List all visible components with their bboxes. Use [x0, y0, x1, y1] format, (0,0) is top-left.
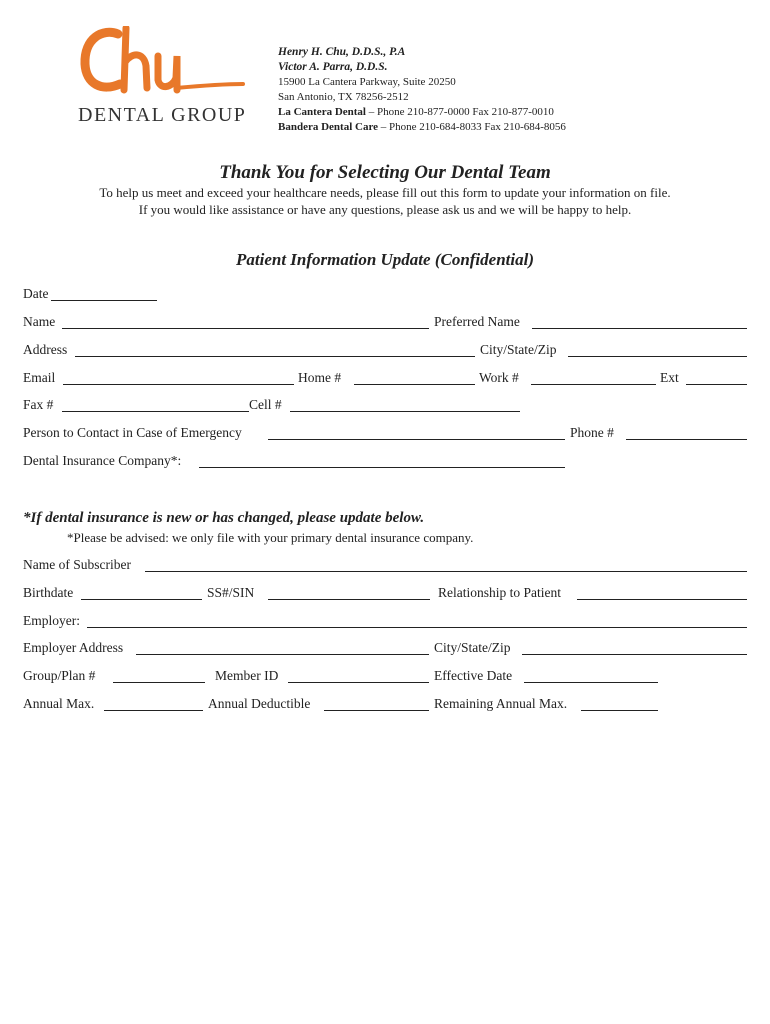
- ssn-label: SS#/SIN: [207, 585, 255, 600]
- date-field[interactable]: [51, 300, 157, 301]
- office-phones: – Phone 210-877-0000 Fax 210-877-0010: [366, 106, 554, 118]
- home-phone-label: Home #: [298, 370, 342, 385]
- relationship-label: Relationship to Patient: [438, 585, 561, 600]
- preferred-name-field[interactable]: [532, 328, 747, 329]
- group-plan-label: Group/Plan #: [23, 668, 96, 683]
- emergency-contact-label: Person to Contact in Case of Emergency: [23, 425, 242, 440]
- preferred-name-label: Preferred Name: [434, 314, 520, 329]
- effective-date-field[interactable]: [524, 682, 658, 683]
- doctor-name: Henry H. Chu, D.D.S., P.A: [278, 46, 406, 58]
- member-id-field[interactable]: [288, 682, 429, 683]
- address-field[interactable]: [75, 356, 475, 357]
- chu-signature-logo-icon: [78, 26, 253, 106]
- intro-line: If you would like assistance or have any questions, please ask us and we will be happy to help.: [138, 202, 632, 217]
- remaining-max-label: Remaining Annual Max.: [434, 696, 568, 711]
- practice-info: [278, 45, 566, 135]
- effective-date-label: Effective Date: [434, 668, 513, 683]
- date-label: Date: [23, 286, 49, 301]
- intro-text: [0, 184, 770, 218]
- employer-field[interactable]: [87, 627, 747, 628]
- address-line: 15900 La Cantera Parkway, Suite 20250: [278, 76, 456, 88]
- group-plan-field[interactable]: [113, 682, 205, 683]
- employer-address-field[interactable]: [136, 654, 429, 655]
- address-label: Address: [23, 342, 68, 357]
- cell-phone-label: Cell #: [249, 397, 282, 412]
- name-field[interactable]: [62, 328, 429, 329]
- ext-field[interactable]: [686, 384, 747, 385]
- office-name: Bandera Dental Care: [278, 121, 379, 133]
- member-id-label: Member ID: [215, 668, 279, 683]
- office-contact: [278, 120, 566, 135]
- name-label: Name: [23, 314, 56, 329]
- city-state-zip-label: City/State/Zip: [480, 342, 557, 357]
- ssn-field[interactable]: [268, 599, 430, 600]
- insurance-note: *Please be advised: we only file with your primary dental insurance company.: [67, 530, 474, 545]
- subscriber-label: Name of Subscriber: [23, 557, 131, 572]
- logo-subtitle: DENTAL GROUP: [78, 104, 247, 126]
- annual-max-label: Annual Max.: [23, 696, 95, 711]
- birthdate-field[interactable]: [81, 599, 202, 600]
- home-phone-field[interactable]: [354, 384, 475, 385]
- insurance-company-field[interactable]: [199, 467, 565, 468]
- insurance-company-label: Dental Insurance Company*:: [23, 453, 182, 468]
- subscriber-field[interactable]: [145, 571, 747, 572]
- annual-deductible-label: Annual Deductible: [208, 696, 311, 711]
- relationship-field[interactable]: [577, 599, 747, 600]
- employer-address-label: Employer Address: [23, 640, 124, 655]
- email-field[interactable]: [63, 384, 294, 385]
- fax-field[interactable]: [62, 411, 249, 412]
- ext-label: Ext: [660, 370, 679, 385]
- office-contact: [278, 105, 566, 120]
- work-phone-field[interactable]: [531, 384, 656, 385]
- insurance-section-title: *If dental insurance is new or has changed, please update below.: [23, 510, 425, 526]
- address-line: San Antonio, TX 78256-2512: [278, 91, 409, 103]
- doctor-name: Victor A. Parra, D.D.S.: [278, 61, 388, 73]
- employer-label: Employer:: [23, 613, 80, 628]
- emergency-phone-field[interactable]: [626, 439, 747, 440]
- annual-max-field[interactable]: [104, 710, 203, 711]
- remaining-max-field[interactable]: [581, 710, 658, 711]
- employer-city-field[interactable]: [522, 654, 747, 655]
- birthdate-label: Birthdate: [23, 585, 74, 600]
- office-phones: – Phone 210-684-8033 Fax 210-684-8056: [378, 121, 566, 133]
- cell-phone-field[interactable]: [290, 411, 520, 412]
- work-phone-label: Work #: [479, 370, 519, 385]
- emergency-phone-label: Phone #: [570, 425, 614, 440]
- office-name: La Cantera Dental: [278, 106, 366, 118]
- city-state-zip-field[interactable]: [568, 356, 747, 357]
- emergency-contact-field[interactable]: [268, 439, 565, 440]
- page-title: Thank You for Selecting Our Dental Team: [219, 162, 551, 183]
- form-title: Patient Information Update (Confidential): [236, 250, 534, 269]
- employer-city-label: City/State/Zip: [434, 640, 511, 655]
- email-label: Email: [23, 370, 56, 385]
- fax-label: Fax #: [23, 397, 54, 412]
- annual-deductible-field[interactable]: [324, 710, 429, 711]
- intro-line: To help us meet and exceed your healthcare needs, please fill out this form to update your information on file.: [99, 185, 671, 200]
- dental-group-logo: [78, 26, 253, 126]
